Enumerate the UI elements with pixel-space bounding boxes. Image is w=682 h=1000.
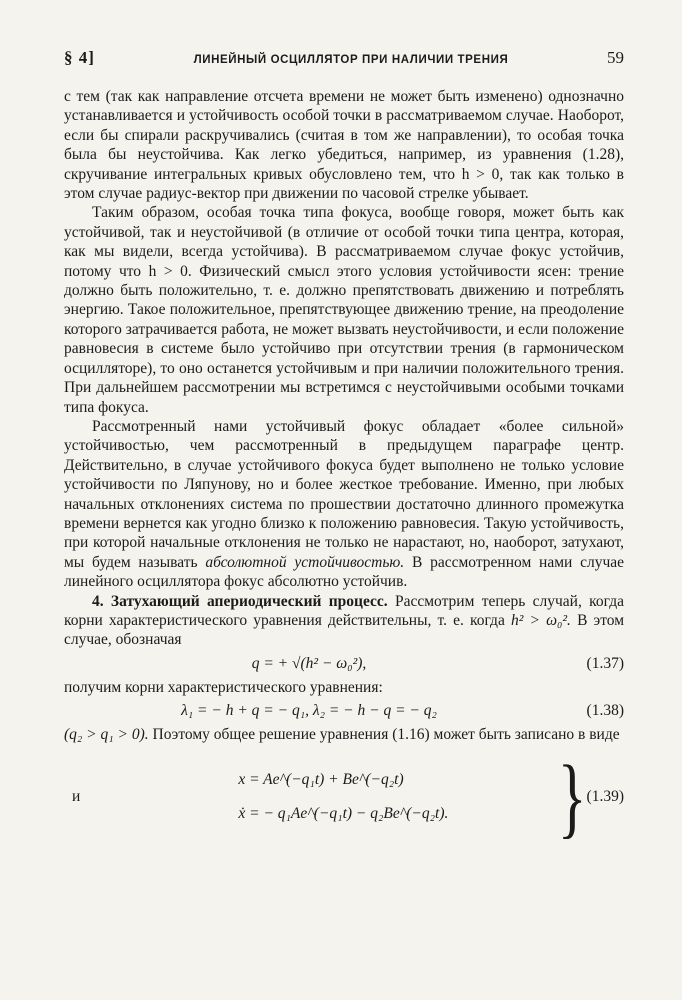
running-title: ЛИНЕЙНЫЙ ОСЦИЛЛЯТОР ПРИ НАЛИЧИИ ТРЕНИЯ [193, 54, 509, 66]
paragraph-1: с тем (так как направление отсчета времени не может быть изменено) однозначно устанавливается и устойчивость особой точки в рассматриваемом случае. Наоборот, если бы спирали раскручивались (считая в том же направлении), то особая точка была бы неустойчива. Как легко убедиться, например, из уравнения (1.28), скручивание интегральных кривых обусловлено тем, что h > 0, так как только в этом случае радиус-вектор при движении по часовой стрелке убывает. [64, 88, 624, 203]
paragraph-5 [64, 725, 624, 744]
condition-inline: h² > ω₀². [510, 611, 571, 629]
page-number: 59 [607, 48, 624, 67]
paragraph-4 [64, 592, 624, 650]
roots-condition: (q₂ > q₁ > 0). [64, 726, 149, 744]
equation-1-37-formula: q = + √(h² − ω₀²), [251, 655, 367, 673]
term-absolute-stability: абсолютной устойчивостью. [205, 553, 405, 571]
paragraph-5-text: Поэтому общее решение уравнения (1.16) может быть записано в виде [152, 726, 620, 744]
body-text [64, 87, 624, 845]
right-brace: } [557, 747, 587, 847]
equation-1-39 [64, 749, 624, 845]
subsection-heading: 4. Затухающий апериодический процесс. [92, 592, 388, 610]
equation-1-38-formula: λ₁ = − h + q = − q₁, λ₂ = − h − q = − q₂ [181, 702, 437, 720]
paragraph-4-end: В этом случае, обозначая [64, 611, 625, 649]
conjunction-and: и [72, 787, 81, 805]
equation-1-37-number: (1.37) [586, 655, 624, 673]
roots-intro: получим корни характеристического уравнения: [64, 678, 383, 696]
paragraph-3-end: В рассмотренном нами случае линейного осциллятора фокус абсолютно устойчив. [64, 553, 625, 591]
paragraph-3 [64, 417, 624, 592]
paragraph-3-text: Рассмотренный нами устойчивый фокус обладает «более сильной» устойчивостью, чем рассмотренный в предыдущем параграфе центр. Действительно, в случае устойчивого фокуса будет выполнено не только условие устойчивости по Ляпунову, но и более жесткое требование. Именно, при любых начальных отклонениях система по прошествии достаточно длинного промежутка времени вернется как угодно близко к положению равновесия. Такую устойчивость, при которой начальные отклонения не только не нарастают, но, наоборот, затухают, мы будем называть [64, 417, 624, 571]
book-page [64, 48, 624, 845]
equation-1-39-line-1: x = Ae^(−q₁t) + Be^(−q₂t) [238, 770, 404, 788]
running-header [64, 48, 624, 76]
equation-1-38-number: (1.38) [586, 702, 624, 720]
equation-1-39-lines [128, 763, 557, 831]
section-marker: § 4] [64, 48, 95, 67]
equation-1-37 [64, 650, 624, 678]
equation-1-39-number: (1.39) [586, 787, 624, 805]
equation-1-38 [64, 697, 624, 725]
paragraph-4-text: Рассмотрим теперь случай, когда корни характеристического уравнения действительны, т. е. когда [64, 592, 624, 629]
paragraph-2: Таким образом, особая точка типа фокуса, вообще говоря, может быть как устойчивой, так и неустойчивой (в отличие от особой точки типа центра, которая, как мы видели, всегда устойчива). В рассматриваемом случае фокус устойчив, потому что h > 0. Физический смысл этого условия устойчивости ясен: трение должно быть положительно, т. е. должно препятствовать движению и потреблять энергию. Такое положительное, препятствующее движению трение, на преодоление которого затрачивается работа, не может вызвать неустойчивости, и если положение равновесия в системе было устойчиво при отсутствии трения (в гармоническом осцилляторе), то оно останется устойчивым и при наличии положительного трения. При дальнейшем рассмотрении мы встретимся с неустойчивыми особыми точками типа фокуса. [64, 204, 624, 416]
equation-1-39-line-2: ẋ = − q₁Ae^(−q₁t) − q₂Be^(−q₂t). [238, 804, 449, 822]
